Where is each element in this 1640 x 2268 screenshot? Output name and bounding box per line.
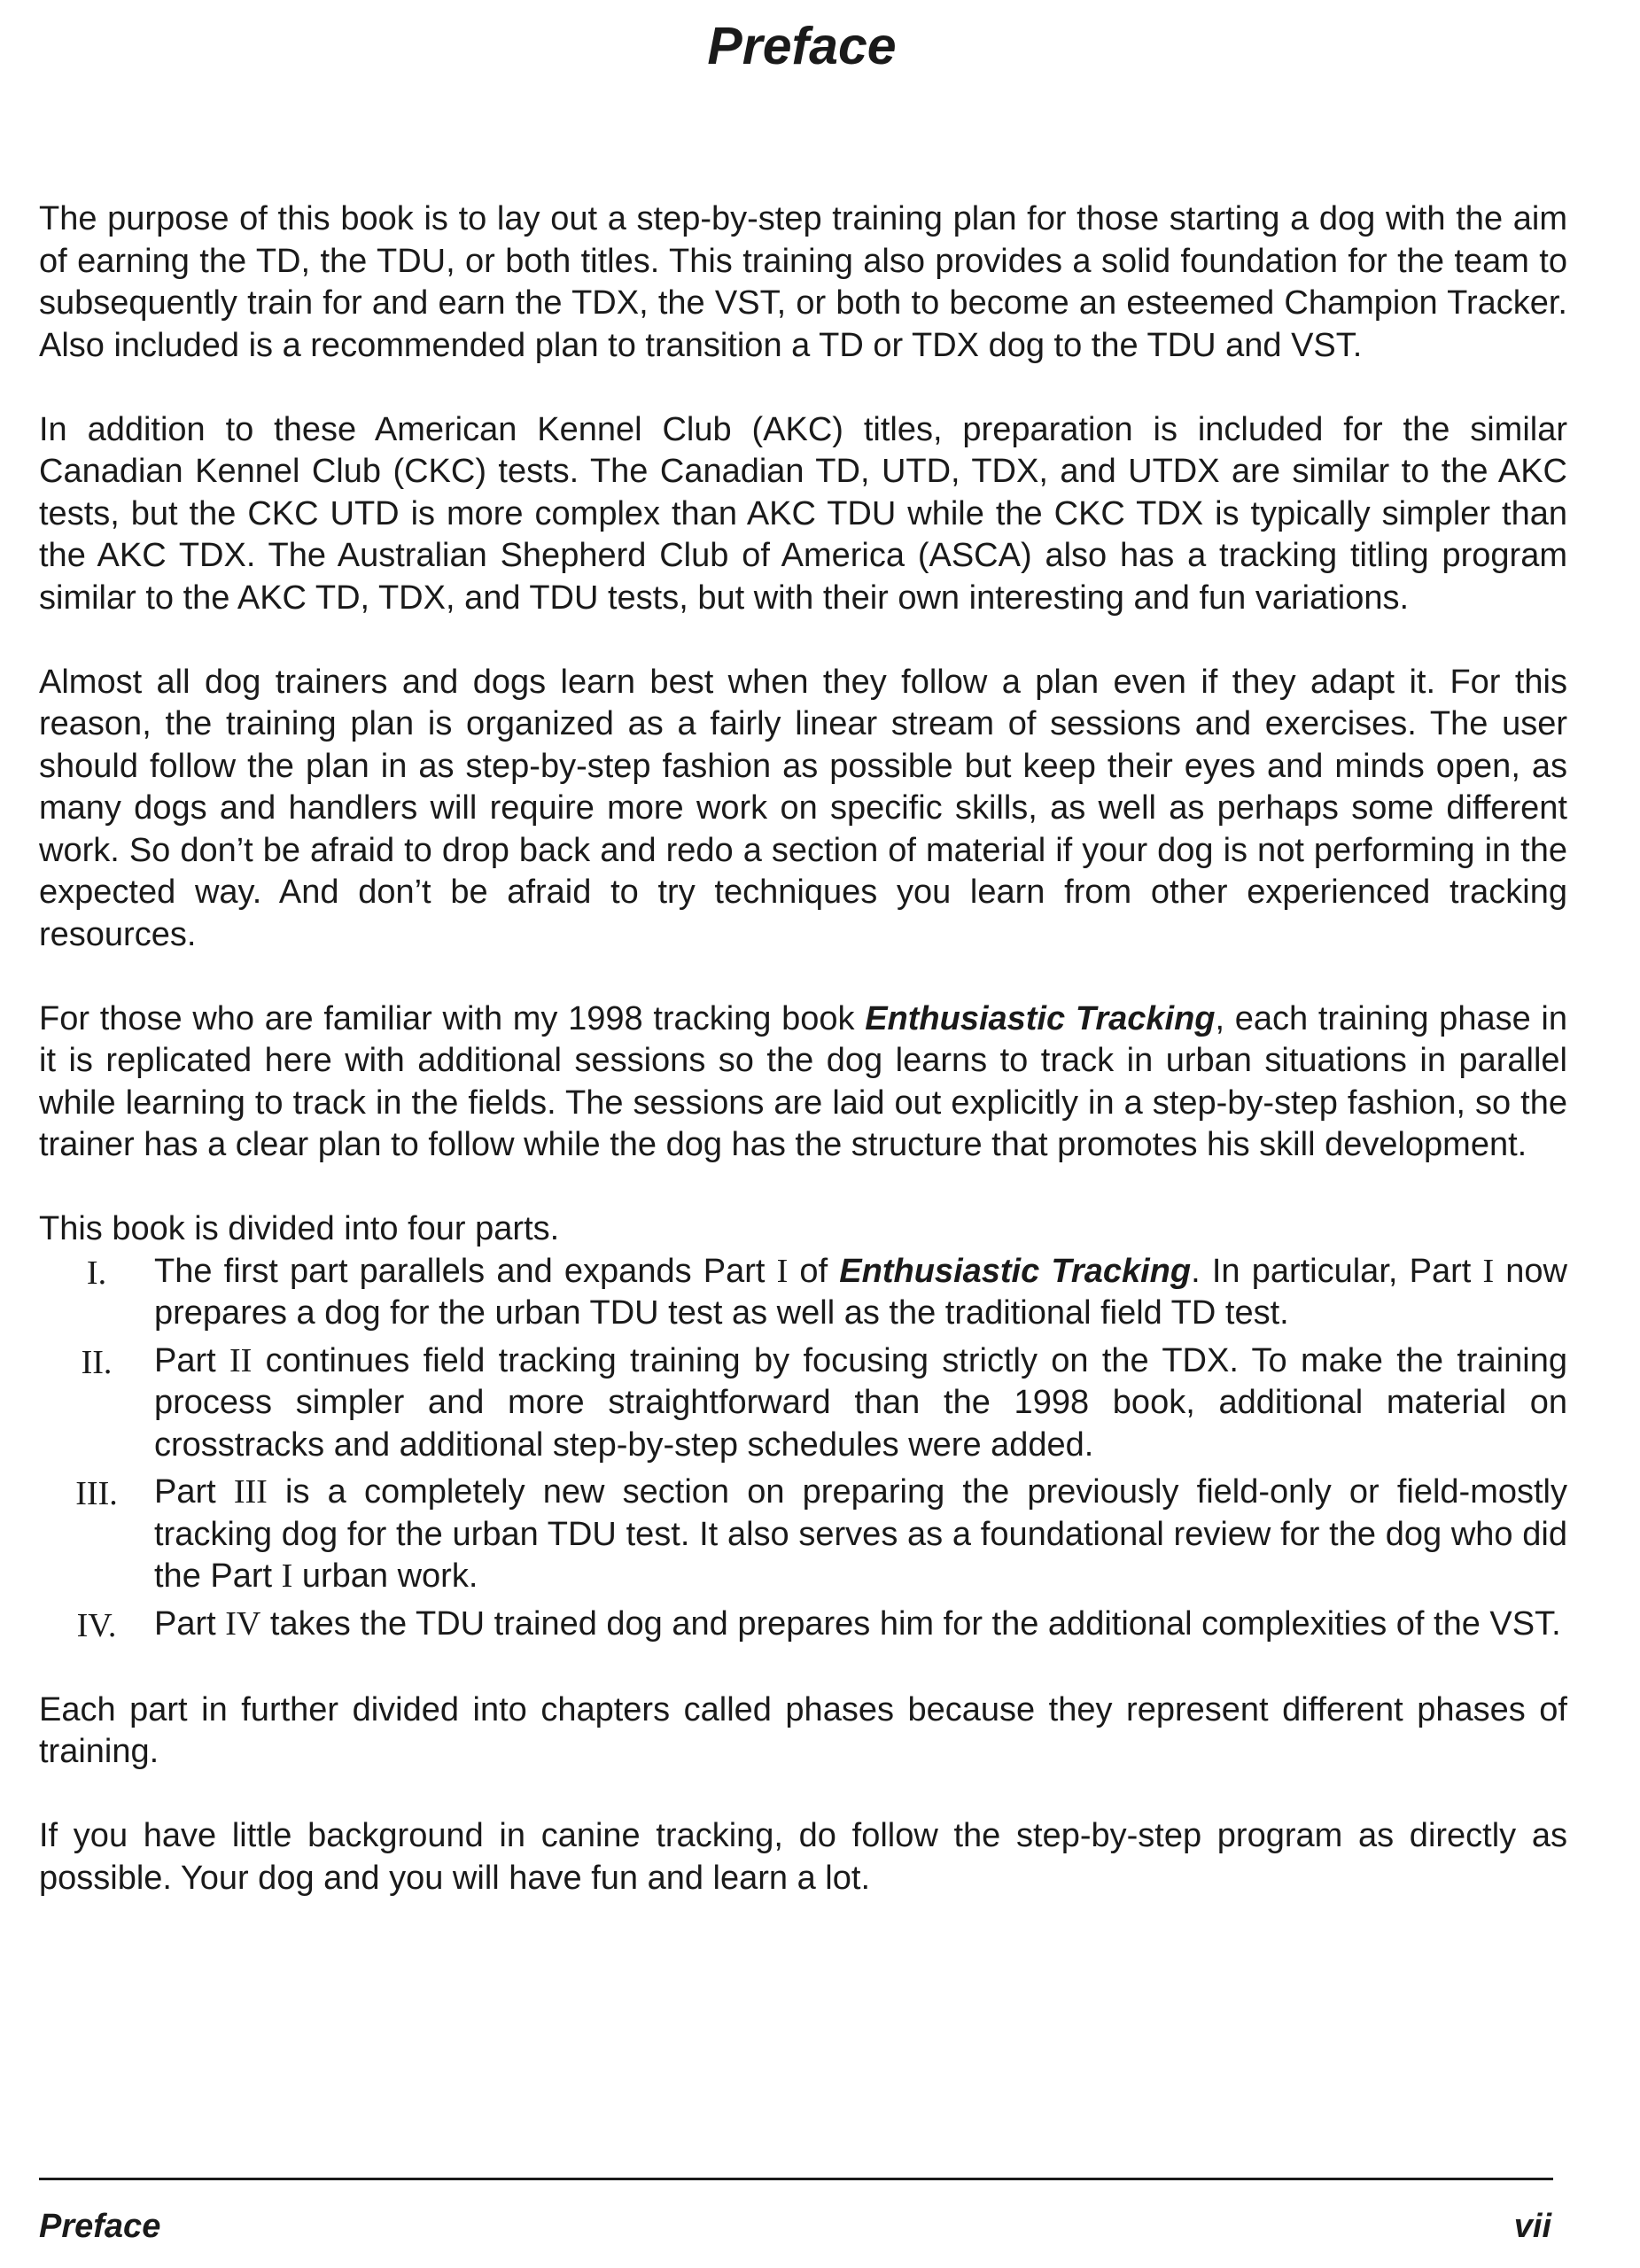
list-item	[39, 1604, 1567, 1648]
list-item	[39, 1340, 1567, 1467]
footer-page-number: vii	[1513, 2208, 1551, 2245]
page-title: Preface	[707, 17, 897, 75]
roman-numeral: I	[776, 1252, 789, 1290]
list-number: I.	[86, 1254, 107, 1292]
paragraph-akc-ckc: In addition to these American Kennel Club (AKC) titles, preparation is included for the similar Canadian Kennel Club (CKC) tests. The Canadian TD, UTD, TDX, and UTDX are similar to the AKC tests, but the CKC UTD is more complex than AKC TDU while the CKC TDX is typically simpler than the AKC TDX. The Australian Shepherd Club of America (ASCA) also has a tracking titling program similar to the AKC TD, TDX, and TDU tests, but with their own interesting and fun variations.	[39, 410, 1567, 617]
text-span: , each training phase in it is replicated here with additional sessions so the dog learns to track in urban situations in parallel while learning to track in the fields. The sessions are laid out explicitly in a step-by-step fashion, so the trainer has a clear plan to follow while the dog has the structure that promotes his skill development.	[39, 999, 1567, 1163]
text-span: The first part parallels and expands Part	[154, 1252, 777, 1290]
book-title: Enthusiastic Tracking	[865, 999, 1216, 1037]
list-item	[39, 1472, 1567, 1598]
paragraph-closing: If you have little background in canine tracking, do follow the step-by-step program as directly as possible. Your dog and you will have fun and learn a lot.	[39, 1817, 1567, 1897]
text-span: urban work.	[292, 1557, 478, 1595]
text-span: takes the TDU trained dog and prepares him for the additional complexities of the VST.	[260, 1604, 1561, 1643]
roman-numeral: I	[281, 1557, 293, 1595]
roman-numeral: II	[229, 1341, 253, 1379]
list-item	[39, 1251, 1567, 1335]
paragraph-purpose: The purpose of this book is to lay out a step-by-step training plan for those starting a dog with the aim of earning the TD, the TDU, or both titles. This training also provides a solid foundation for the team to subsequently train for and earn the TDX, the VST, or both to become an esteemed Champion Tracker. Also included is a recommended plan to transition a TD or TDX dog to the TDU and VST.	[39, 200, 1567, 364]
text-span: Part	[154, 1604, 226, 1643]
list-text	[154, 1472, 1567, 1598]
list-number: IV.	[76, 1606, 117, 1644]
text-span: of	[788, 1252, 840, 1290]
list-text	[154, 1251, 1567, 1335]
footer-section-name: Preface	[39, 2208, 161, 2245]
roman-numeral: III	[233, 1473, 268, 1511]
paragraph-phases: Each part in further divided into chapters called phases because they represent different phases of training.	[39, 1690, 1567, 1770]
paragraph-four-parts: This book is divided into four parts.	[39, 1210, 560, 1247]
parts-list	[39, 1251, 1567, 1648]
list-number: II.	[81, 1343, 113, 1381]
book-title: Enthusiastic Tracking	[839, 1252, 1192, 1290]
paragraph-enthusiastic-tracking	[39, 998, 1567, 1167]
text-span: now prepares a dog for the urban TDU test as well as the traditional field TD test.	[154, 1252, 1567, 1332]
list-number: III.	[75, 1475, 118, 1512]
text-span: For those who are familiar with my 1998 tracking book	[39, 999, 866, 1037]
text-span: is a completely new section on preparing the previously field-only or field-mostly tracking dog for the urban TDU test. It also serves as a foundational review for the dog who did the Part	[154, 1473, 1568, 1595]
footer-divider	[39, 2178, 1553, 2180]
text-span: Part	[154, 1341, 230, 1379]
text-span: . In particular, Part	[1191, 1252, 1483, 1290]
text-span: Part	[154, 1473, 234, 1511]
list-text	[154, 1604, 1567, 1648]
roman-numeral: IV	[225, 1604, 261, 1643]
body-text	[39, 198, 1567, 1942]
roman-numeral: I	[1482, 1252, 1495, 1290]
paragraph-training-plan: Almost all dog trainers and dogs learn best when they follow a plan even if they adapt it. For this reason, the training plan is organized as a fairly linear stream of sessions and exercises. The user should follow the plan in as step-by-step fashion as possible but keep their eyes and minds open, as many dogs and handlers will require more work on specific skills, as well as perhaps some different work. So don’t be afraid to drop back and redo a section of material if your dog is not performing in the expected way. And don’t be afraid to try techniques you learn from other experienced tracking resources.	[39, 663, 1567, 953]
text-span: continues field tracking training by focusing strictly on the TDX. To make the training process simpler and more straightforward than the 1998 book, additional material on crosstracks and additional step-by-step schedules were added.	[154, 1341, 1567, 1464]
list-text	[154, 1340, 1567, 1467]
